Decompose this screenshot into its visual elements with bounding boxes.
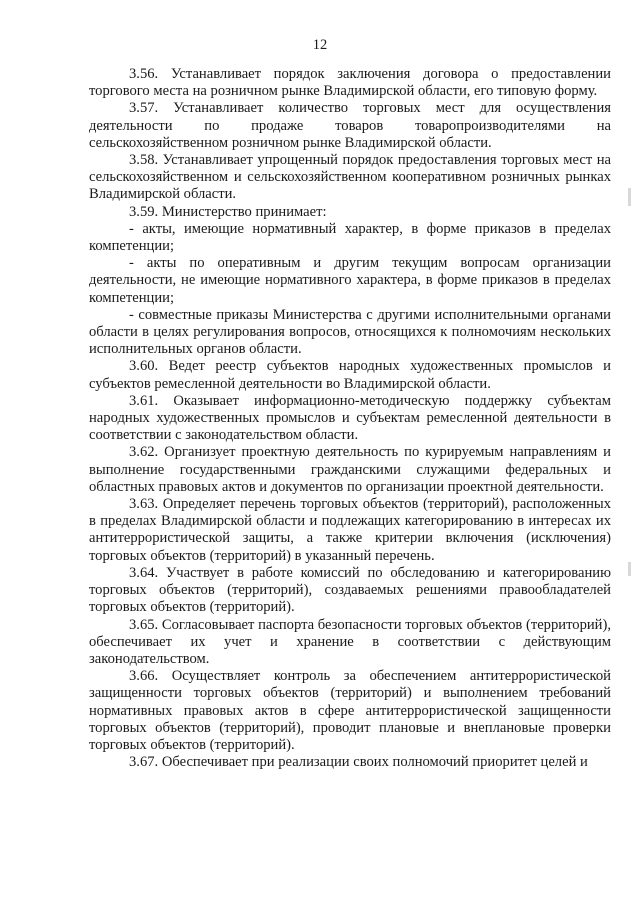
page-number: 12 xyxy=(312,37,328,53)
paragraph-3-66: 3.66. Осуществляет контроль за обеспечением антитеррористической защищенности торговых объектов (территорий) и выполнением требований нормативных правовых актов в сфере антитеррористической защищенности торговых объектов (территорий), проводит плановые и внеплановые проверки торговых объектов (территорий). xyxy=(89,668,611,753)
list-item-normative-acts: - акты, имеющие нормативный характер, в форме приказов в пределах компетенции; xyxy=(89,220,611,255)
paragraph-3-60: 3.60. Ведет реестр субъектов народных художественных промыслов и субъектов ремесленной деятельности во Владимирской области. xyxy=(89,358,611,392)
paragraph-3-64: 3.64. Участвует в работе комиссий по обследованию и категорированию торговых объектов (территорий), создаваемых решениями правообладателей торговых объектов (территорий). xyxy=(89,564,611,616)
paragraph-3-62: 3.62. Организует проектную деятельность по курируемым направлениям и выполнение государственными гражданскими служащими федеральных и областных правовых актов и документов по организации проектной деятельности. xyxy=(89,444,611,495)
paragraph-3-59: 3.59. Министерство принимает: xyxy=(129,203,327,220)
paragraph-3-56: 3.56. Устанавливает порядок заключения договора о предоставлении торгового места на розничном рынке Владимирской области, его типовую форму. xyxy=(89,66,611,100)
scan-edge-mark xyxy=(628,188,631,206)
paragraph-3-67: 3.67. Обеспечивает при реализации своих полномочий приоритет целей и xyxy=(129,754,588,771)
paragraph-3-58: 3.58. Устанавливает упрощенный порядок предоставления торговых мест на сельскохозяйственном и сельскохозяйственном кооперативном розничных рынках Владимирской области. xyxy=(89,152,611,203)
scan-edge-mark xyxy=(628,562,631,576)
paragraph-3-61: 3.61. Оказывает информационно-методическую поддержку субъектам народных художественных промыслов и субъектам ремесленной деятельности в соответствии с законодательством области. xyxy=(89,392,611,444)
list-item-joint-orders: - совместные приказы Министерства с другими исполнительными органами области в целях регулирования вопросов, относящихся к полномочиям нескольких исполнительных органов области. xyxy=(89,306,611,358)
list-item-operational-acts: - акты по оперативным и другим текущим вопросам организации деятельности, не имеющие нормативного характера, в форме приказов в пределах компетенции; xyxy=(89,255,611,306)
document-body xyxy=(89,66,611,771)
paragraph-3-63: 3.63. Определяет перечень торговых объектов (территорий), расположенных в пределах Владимирской области и подлежащих категорированию в интересах их антитеррористической защиты, а также критерии включения (исключения) торговых объектов (территорий) в указанный перечень. xyxy=(89,496,611,564)
paragraph-3-65: 3.65. Согласовывает паспорта безопасности торговых объектов (территорий), обеспечивает их учет и хранение в соответствии с действующим законодательством. xyxy=(89,616,611,667)
paragraph-3-57: 3.57. Устанавливает количество торговых мест для осуществления деятельности по продаже товаров товаропроизводителями на сельскохозяйственном розничном рынке Владимирской области. xyxy=(89,100,611,151)
